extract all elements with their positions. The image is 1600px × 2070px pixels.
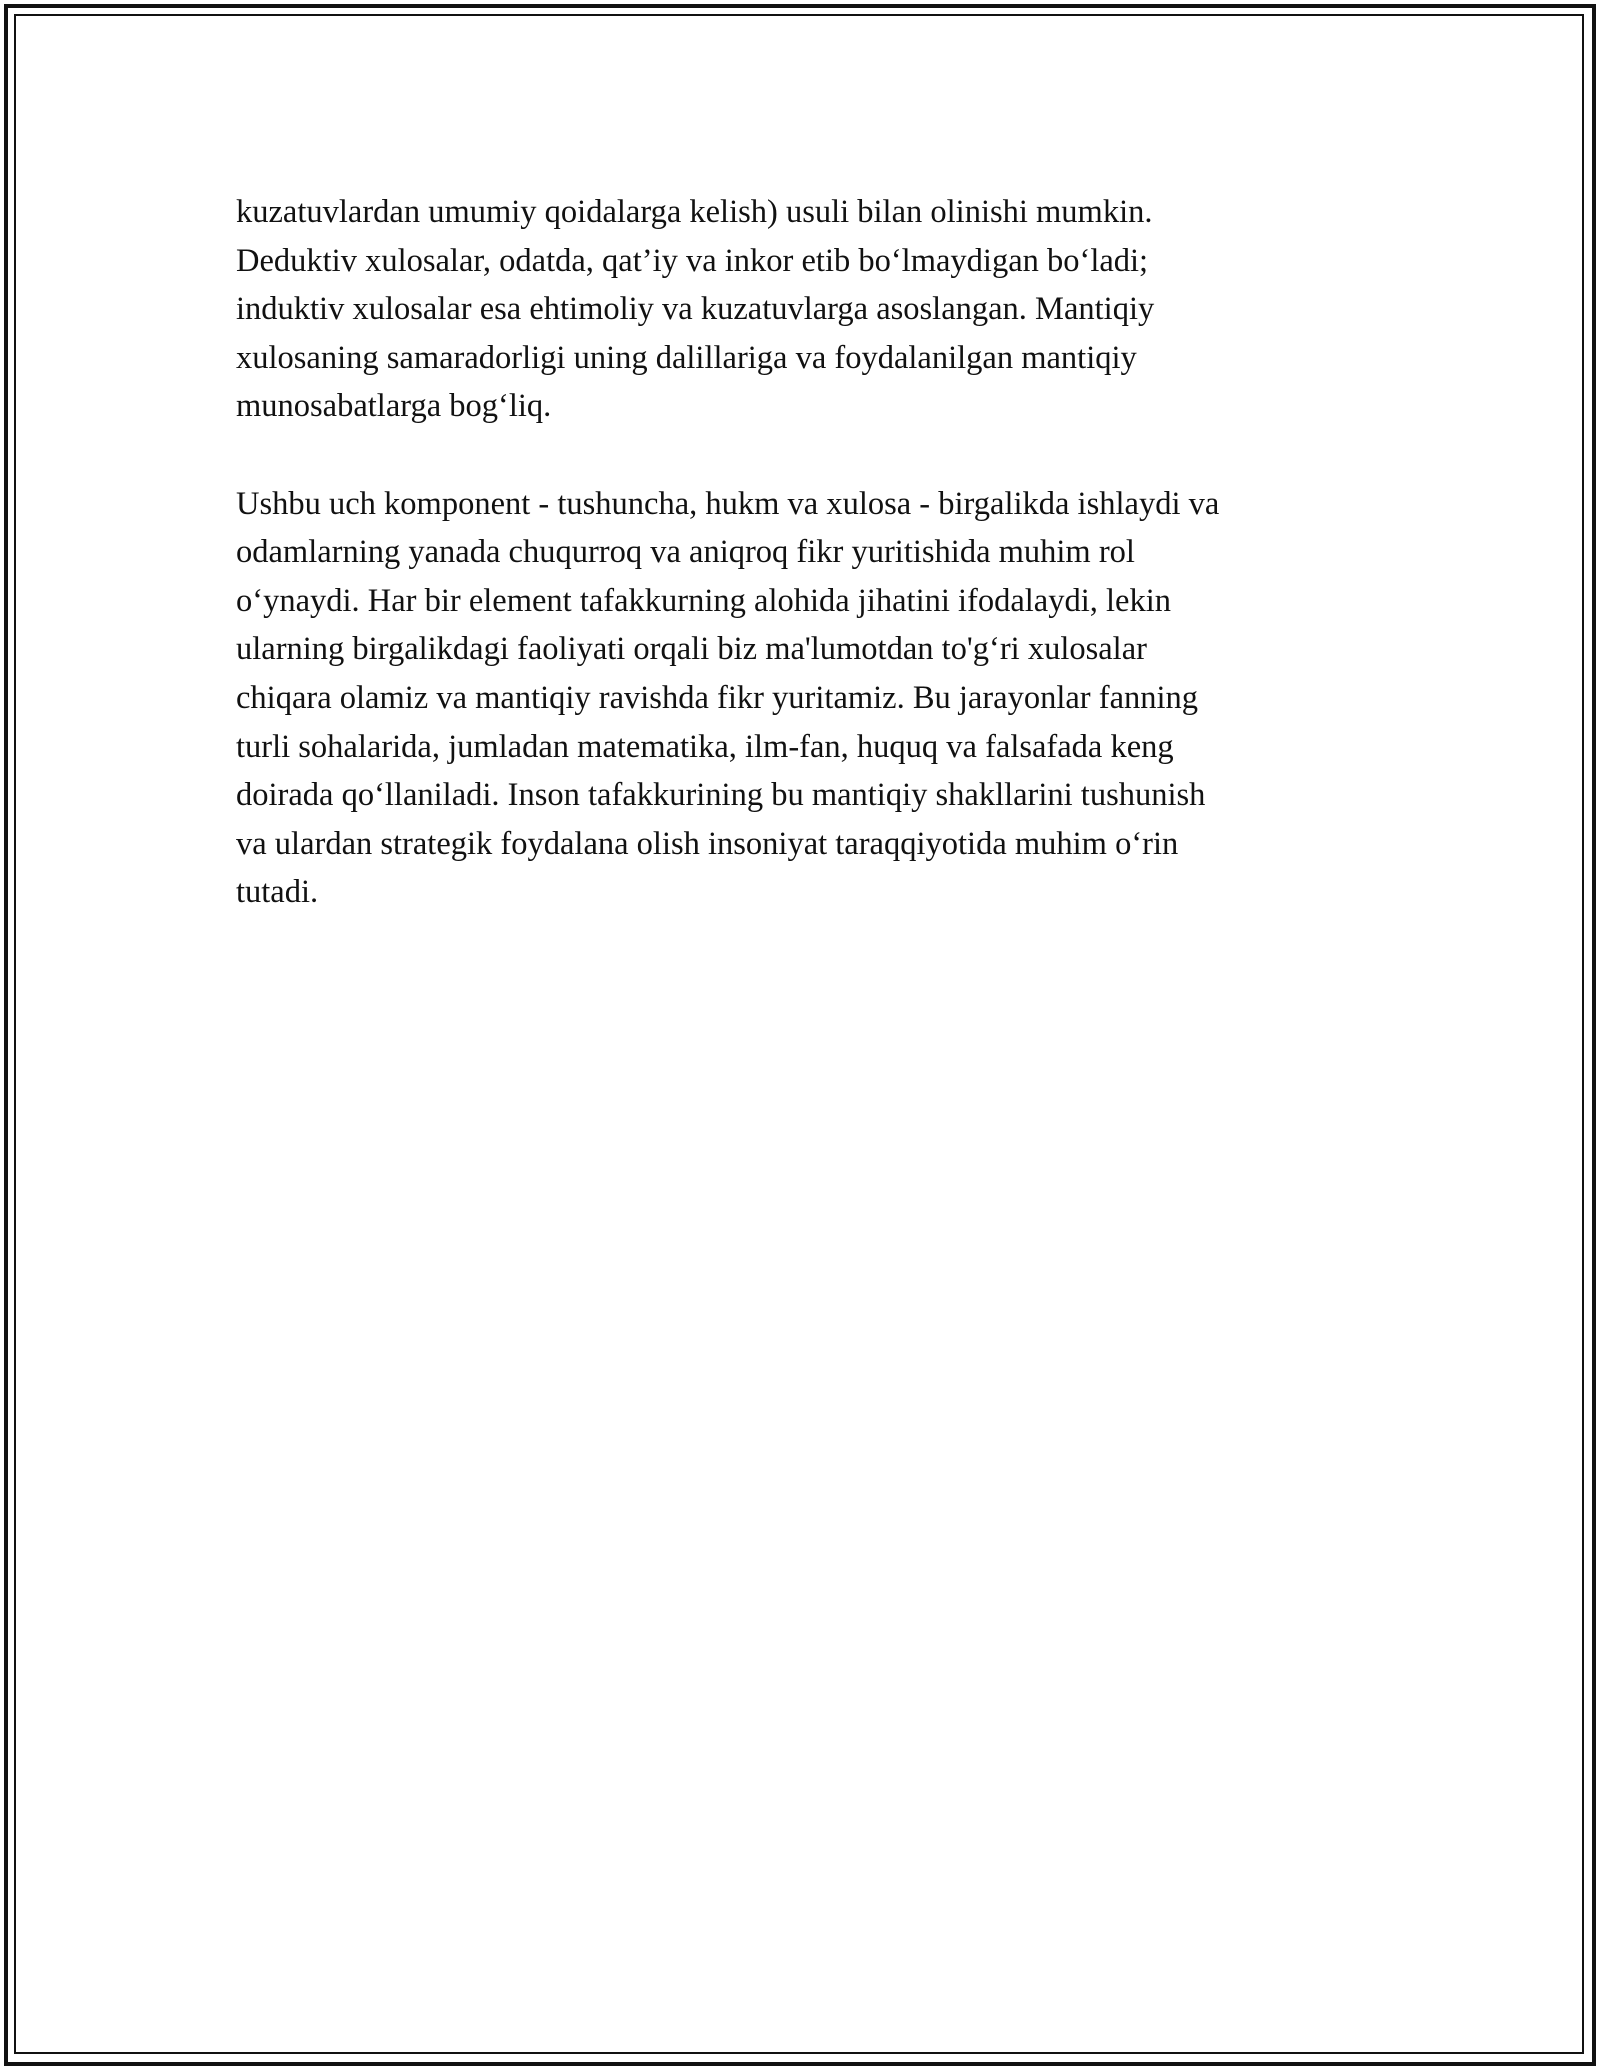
document-body: [236, 188, 1366, 917]
body-paragraph-2: Ushbu uch komponent - tushuncha, hukm va xulosa - birgalikda ishlaydi va odamlarning yanada chuqurroq va aniqroq fikr yuritishida muhim rol o‘ynaydi. Har bir element tafakkurning alohida jihatini ifodalaydi, lekin ularning birgalikdagi faoliyati orqali biz ma'lumotdan to'g‘ri xulosalar chiqara olamiz va mantiqiy ravishda fikr yuritamiz. Bu jarayonlar fanning turli sohalarida, jumladan matematika, ilm-fan, huquq va falsafada keng doirada qo‘llaniladi. Inson tafakkurining bu mantiqiy shakllarini tushunish va ulardan strategik foydalana olish insoniyat taraqqiyotida muhim o‘rin tutadi.: [236, 485, 1220, 911]
body-paragraph-1: kuzatuvlardan umumiy qoidalarga kelish) usuli bilan olinishi mumkin. Deduktiv xulosalar, odatda, qat’iy va inkor etib bo‘lmaydigan bo‘ladi; induktiv xulosalar esa ehtimoliy va kuzatuvlarga asoslangan. Mantiqiy xulosaning samaradorligi uning dalillariga va foydalanilgan mantiqiy munosabatlarga bog‘liq.: [236, 194, 1155, 425]
